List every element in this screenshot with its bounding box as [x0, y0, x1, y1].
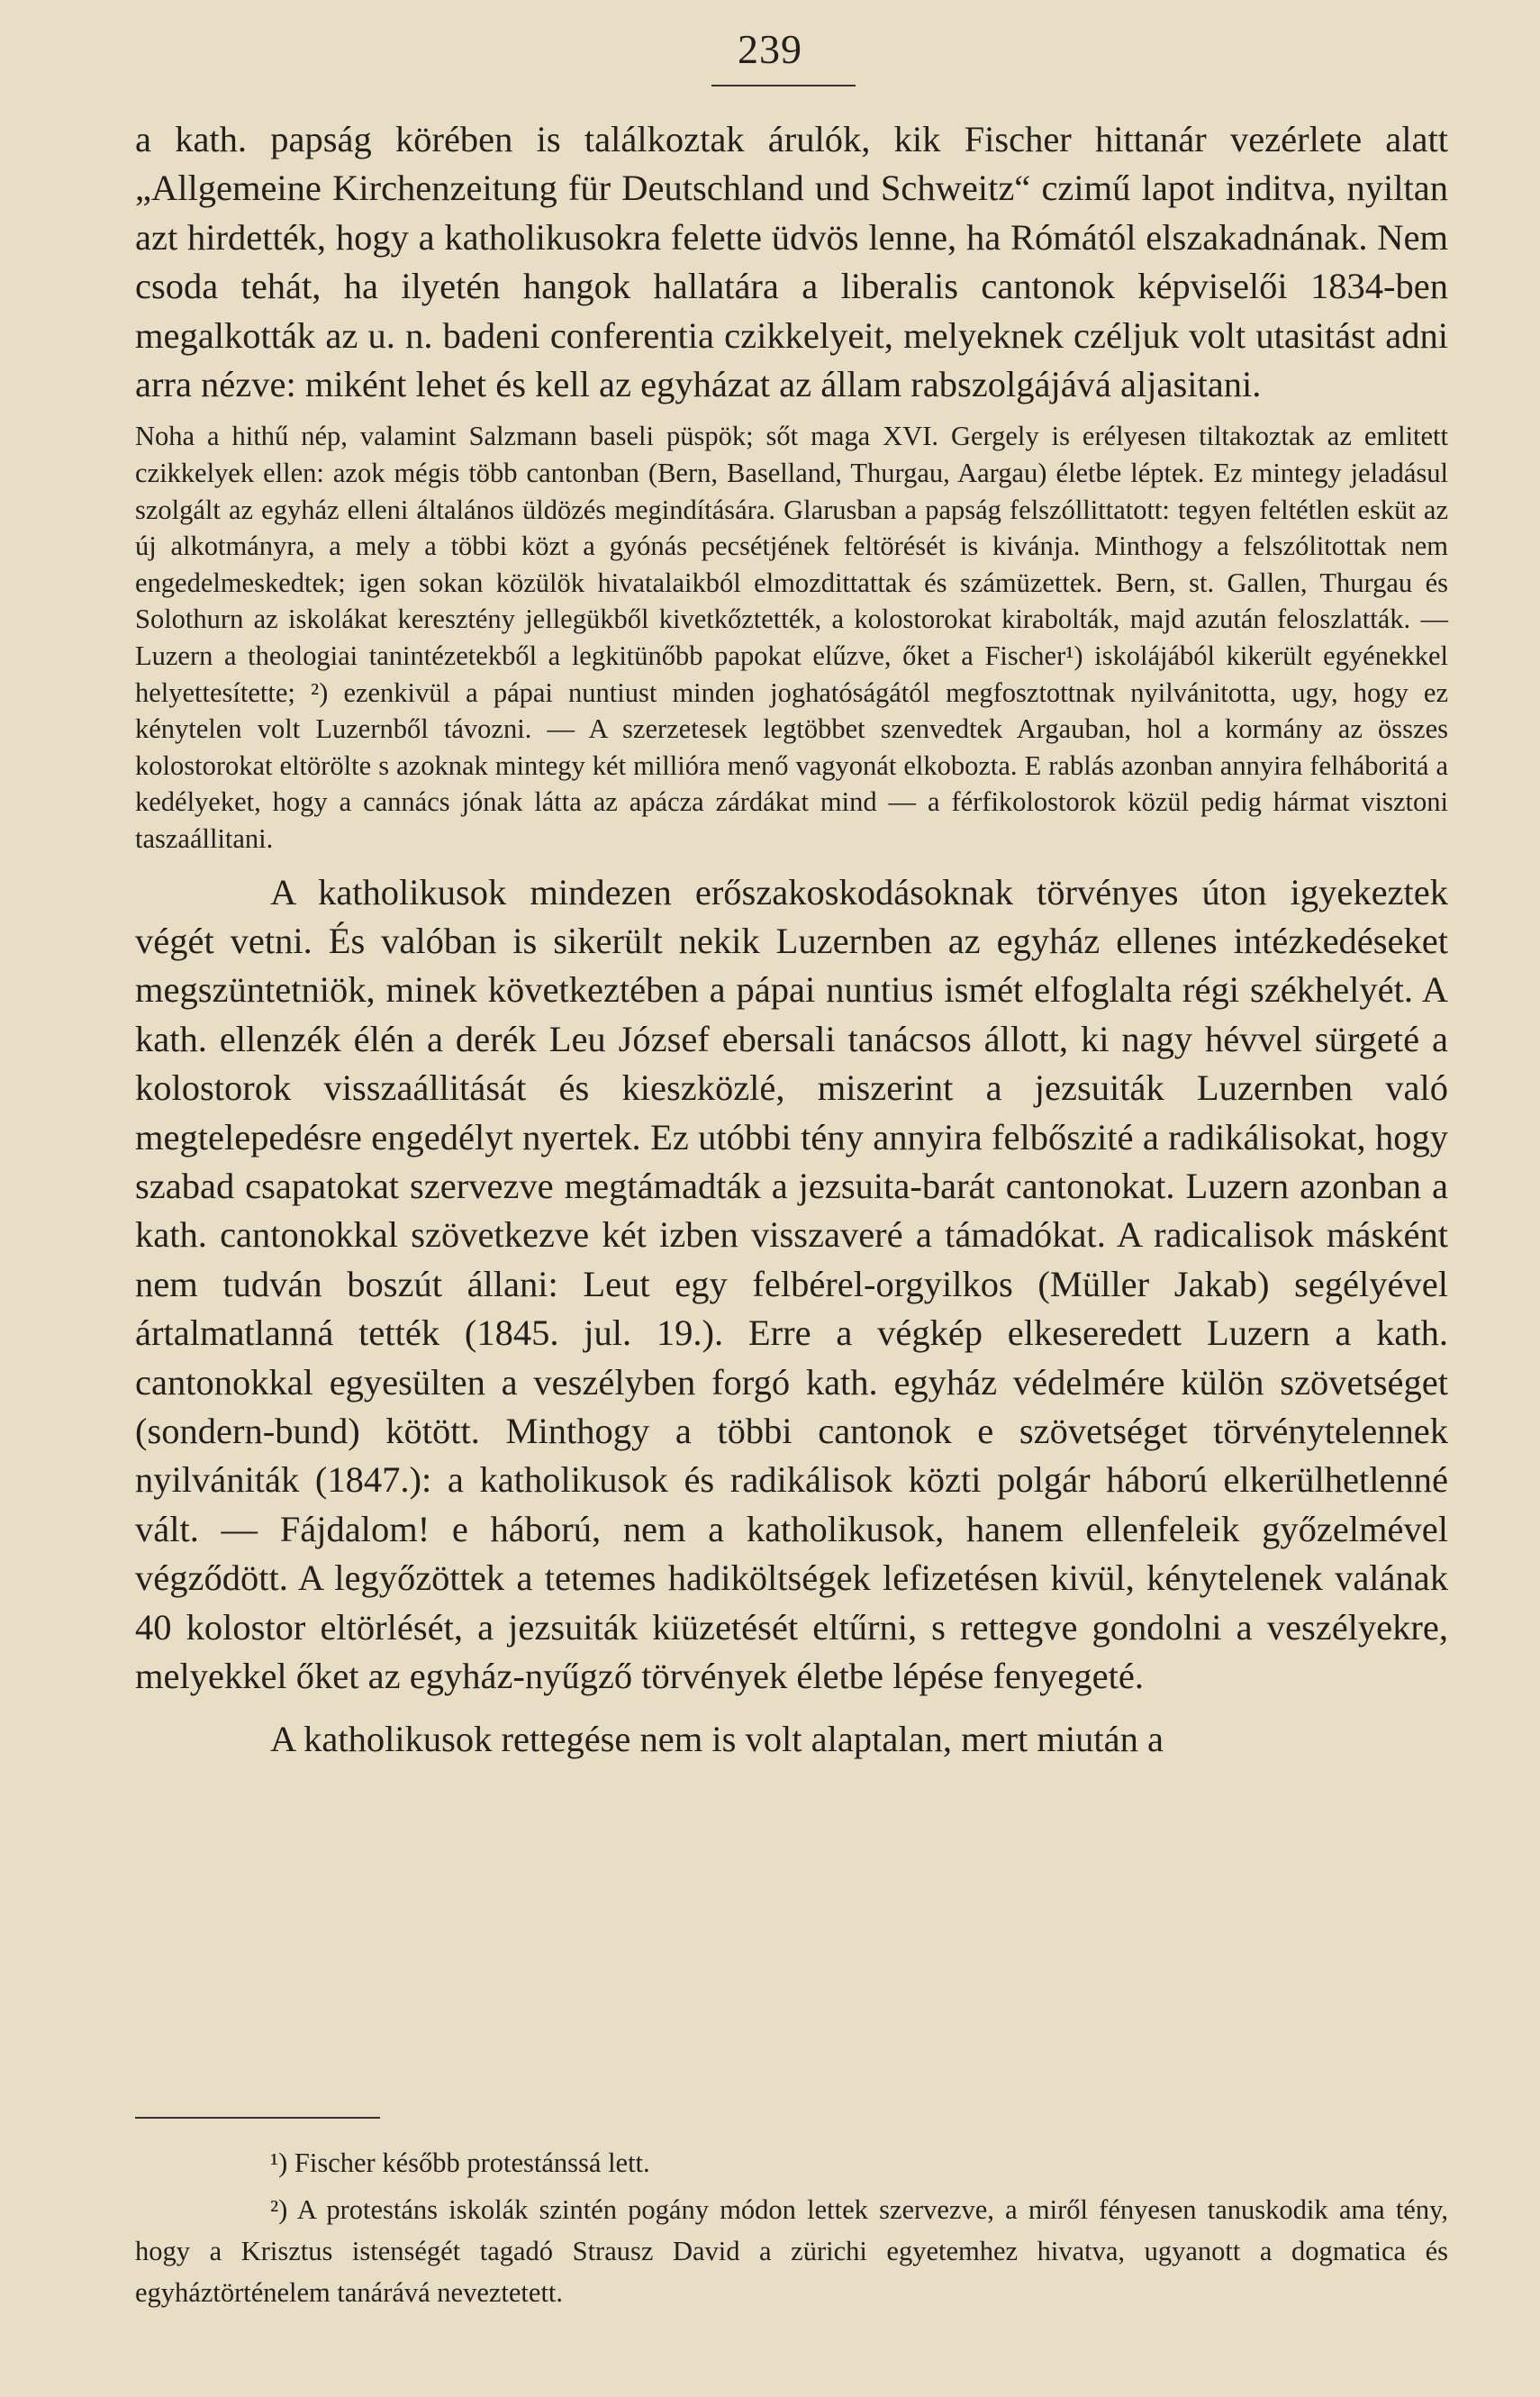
paragraph-continued: a kath. papság körében is találkoztak árulók, kik Fischer hittanár vezérlete alatt „Allgemeine Kirchenzeitung für Deutschland und Schweitz“ czimű lapot inditva, nyiltan azt hirdették, hogy a katholikusokra felette üdvös lenne, ha Rómától elszakadnának. Nem csoda tehát, ha ilyetén hangok hallatára a liberalis cantonok képviselői 1834-ben megalkották az u. n. badeni conferentia czikkelyeit, melyeknek czéljuk volt utasitást adni arra nézve: miként lehet és kell az egyházat az állam rabszolgájává aljasitani. [135, 119, 1448, 405]
footnote-2: ²) A protestáns iskolák szintén pogány módon lettek szervezve, a miről fényesen tanuskodik ama tény, hogy a Krisztus istenségét tagadó Strausz David a zürichi egyetemhez hivatva, ugyanott a dogmatica és egyháztörténelem tanárává neveztetett. [135, 2194, 1448, 2308]
footnotes [135, 2142, 1448, 2313]
footnote-1: ¹) Fischer később protestánssá lett. [270, 2147, 650, 2178]
footnote-rule [135, 2117, 380, 2119]
page-number-rule [711, 85, 856, 86]
page-number: 239 [738, 26, 802, 72]
page-body [135, 115, 1448, 1765]
paragraph-main: A katholikusok mindezen erőszakoskodásoknak törvényes úton igyekeztek végét vetni. És valóban is sikerült nekik Luzernben az egyház ellenes intézkedéseket megszüntetniök, minek következtében a pápai nuntius ismét elfoglalta régi székhelyét. A kath. ellenzék élén a derék Leu József ebersali tanácsos állott, ki nagy hévvel sürgeté a kolostorok visszaállitását és kieszközlé, miszerint a jezsuiták Luzernben való megtelepedésre engedélyt nyertek. Ez utóbbi tény annyira felbőszité a radikálisokat, hogy szabad csapatokat szervezve megtámadták a jezsuita-barát cantonokat. Luzern azonban a kath. cantonokkal szövetkezve két izben visszaveré a támadókat. A radicalisok másként nem tudván boszút állani: Leut egy felbérel-orgyilkos (Müller Jakab) segélyével ártalmatlanná tették (1845. jul. 19.). Erre a végkép elkeseredett Luzern a kath. cantonokkal egyesülten a veszélyben forgó kath. egyház védelmére külön szövetséget (sondern-bund) kötött. Minthogy a többi cantonok e szövetséget törvénytelennek nyilvániták (1847.): a katholikusok és radikálisok közti polgár háború elkerülhetlenné vált. — Fájdalom! e háború, nem a katholikusok, hanem ellenfeleik győzelmével végződött. A legyőzöttek a tetemes hadiköltségek lefizetésen kivül, kénytelenek valának 40 kolostor eltörlését, a jezsuiták kiüzetését eltűrni, s rettegve gondolni a veszélyekre, melyekkel őket az egyház-nyűgző törvények életbe lépése fenyegeté. [135, 871, 1448, 1697]
paragraph-small-print: Noha a hithű nép, valamint Salzmann baseli püspök; sőt maga XVI. Gergely is erélyesen tiltakoztak az emlitett czikkelyek ellen: azok mégis több cantonban (Bern, Baselland, Thurgau, Aargau) életbe léptek. Ez mintegy jeladásul szolgált az egyház elleni általános üldözés megindítására. Glarusban a papság felszóllittatott: tegyen feltétlen esküt az új alkotmányra, a mely a többi közt a gyónás pecsétjének feltörését is kivánja. Minthogy a felszólitottak nem engedelmeskedtek; igen sokan közülök hivatalaikból elmozdittattak és számüzettek. Bern, st. Gallen, Thurgau és Solothurn az iskolákat keresztény jellegükből kivetkőztették, a kolostorokat kirabolták, majd azután feloszlatták. — Luzern a theologiai tanintézetekből a legkitünőbb papokat elűzve, őket a Fischer¹) iskolájából kikerült egyénekkel helyettesítette; ²) ezenkivül a pápai nuntiust minden joghatóságától megfosztottnak nyilvánitotta, ugy, hogy ez kénytelen volt Luzernből távozni. — A szerzetesek legtöbbet szenvedtek Argauban, hol a kormány az összes kolostorokat eltörölte s azoknak mintegy két millióra menő vagyonát elkobozta. E rablás azonban annyira felháboritá a kedélyeket, hogy a cannács jónak látta az apácza zárdákat mind — a férfikolostorok közül pedig hármat visztoni taszaállitani. [135, 421, 1448, 854]
paragraph-final-line: A katholikusok rettegése nem is volt alaptalan, mert miután a [270, 1719, 1164, 1760]
